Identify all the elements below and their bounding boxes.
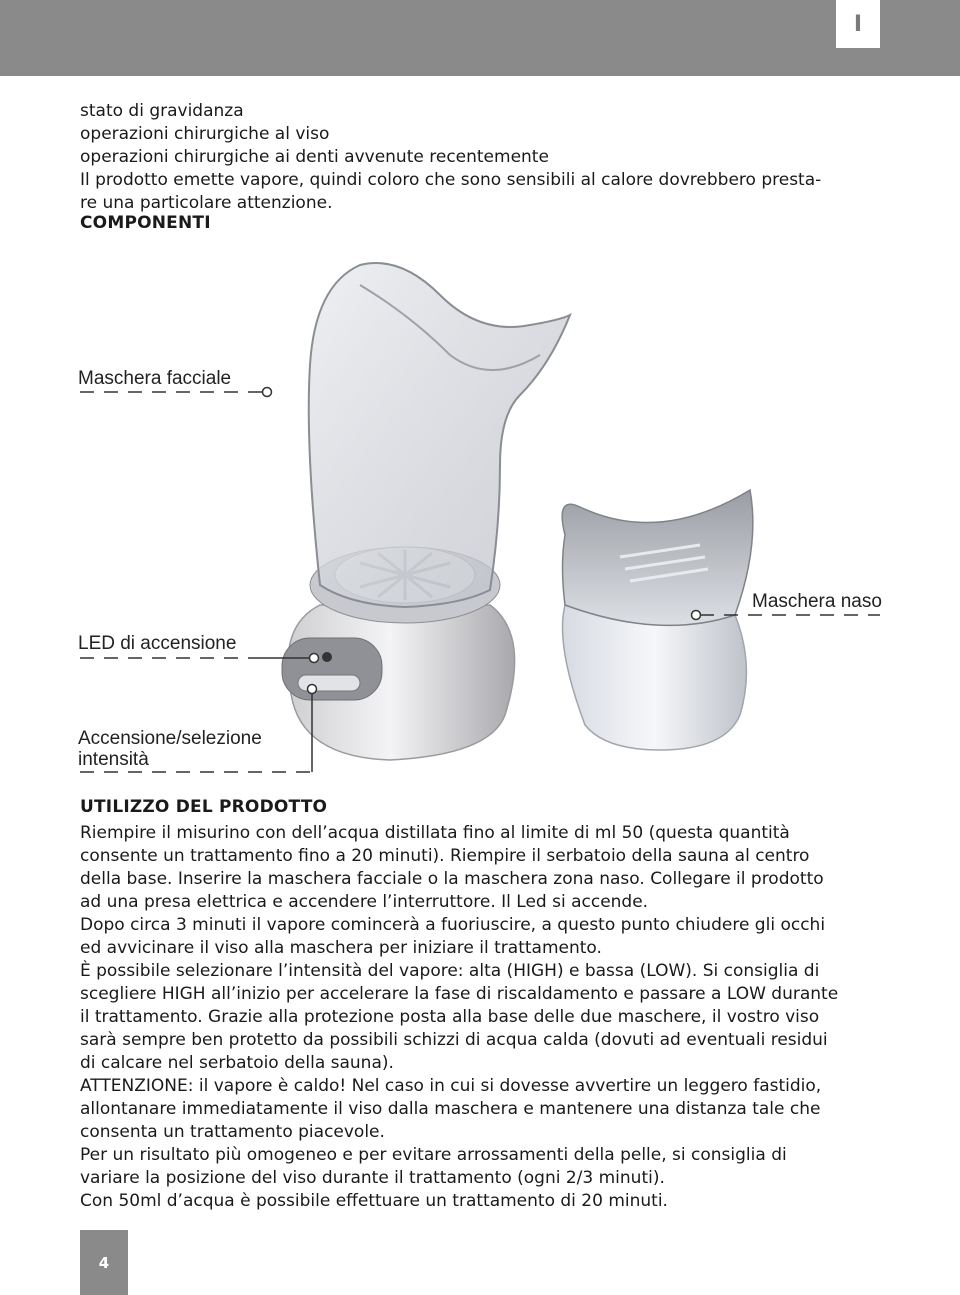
intro-line: operazioni chirurgiche al viso — [80, 124, 330, 144]
usage-line: Riempire il misurino con dell’acqua distillata fino al limite di ml 50 (questa quantità — [80, 823, 790, 843]
callout-face-mask: Maschera facciale — [78, 368, 232, 389]
usage-line: Dopo circa 3 minuti il vapore comincerà a fuoriuscire, a questo punto chiudere gli occhi — [80, 915, 826, 935]
usage-line: scegliere HIGH all’inizio per accelerare la fase di riscaldamento e passare a LOW durante — [80, 984, 839, 1004]
usage-line: consenta un trattamento piacevole. — [80, 1122, 385, 1142]
usage-line: consente un trattamento fino a 20 minuti). Riempire il serbatoio della sauna al centro — [80, 846, 810, 866]
intro-line: operazioni chirurgiche ai denti avvenute recentemente — [80, 147, 549, 167]
components-heading: COMPONENTI — [80, 213, 211, 233]
usage-line: ed avvicinare il viso alla maschera per iniziare il trattamento. — [80, 938, 602, 958]
usage-line: sarà sempre ben protetto da possibili schizzi di acqua calda (dovuti ad eventuali residui — [80, 1030, 828, 1050]
callout-intensity-line: intensità — [78, 749, 149, 770]
callout-dot — [263, 388, 272, 397]
facial-mask — [309, 263, 570, 607]
callout-dot — [308, 685, 317, 694]
usage-line: variare la posizione del viso durante il trattamento (ogni 2/3 minuti). — [80, 1168, 665, 1188]
callout-dot — [692, 611, 701, 620]
usage-line: della base. Inserire la maschera facciale o la maschera zona naso. Collegare il prodotto — [80, 869, 824, 889]
callout-intensity-line: Accensione/selezione — [78, 728, 262, 749]
intro-text — [80, 100, 900, 215]
language-tab: I — [836, 0, 880, 48]
page-number: 4 — [80, 1230, 128, 1295]
usage-line: di calcare nel serbatoio della sauna). — [80, 1053, 394, 1073]
intro-line: re una particolare attenzione. — [80, 193, 333, 213]
intro-line: stato di gravidanza — [80, 101, 244, 121]
led-indicator — [322, 652, 332, 662]
usage-text — [80, 822, 885, 1213]
usage-line: È possibile selezionare l’intensità del vapore: alta (HIGH) e bassa (LOW). Si consiglia di — [80, 961, 820, 981]
product-figure — [60, 245, 900, 790]
usage-line: Con 50ml d’acqua è possibile effettuare un trattamento di 20 minuti. — [80, 1191, 668, 1211]
nose-mask-glass — [563, 605, 747, 750]
callout-nose-mask: Maschera naso — [752, 591, 882, 612]
callout-power-led: LED di accensione — [78, 633, 237, 654]
callout-intensity — [78, 728, 262, 770]
usage-heading: UTILIZZO DEL PRODOTTO — [80, 797, 328, 817]
usage-line: il trattamento. Grazie alla protezione posta alla base delle due maschere, il vostro viso — [80, 1007, 820, 1027]
usage-line: ATTENZIONE: il vapore è caldo! Nel caso in cui si dovesse avvertire un leggero fastidio, — [80, 1076, 822, 1096]
usage-line: Per un risultato più omogeneo e per evitare arrossamenti della pelle, si consiglia di — [80, 1145, 787, 1165]
callout-dot — [310, 654, 319, 663]
usage-line: ad una presa elettrica e accendere l’interruttore. Il Led si accende. — [80, 892, 649, 912]
nose-mask-cup — [562, 490, 753, 625]
header-band — [0, 0, 960, 76]
facial-sauna-illustration — [60, 245, 900, 790]
usage-line: allontanare immediatamente il viso dalla maschera e mantenere una distanza tale che — [80, 1099, 821, 1119]
intro-line: Il prodotto emette vapore, quindi coloro che sono sensibili al calore dovrebbero presta- — [80, 170, 822, 190]
